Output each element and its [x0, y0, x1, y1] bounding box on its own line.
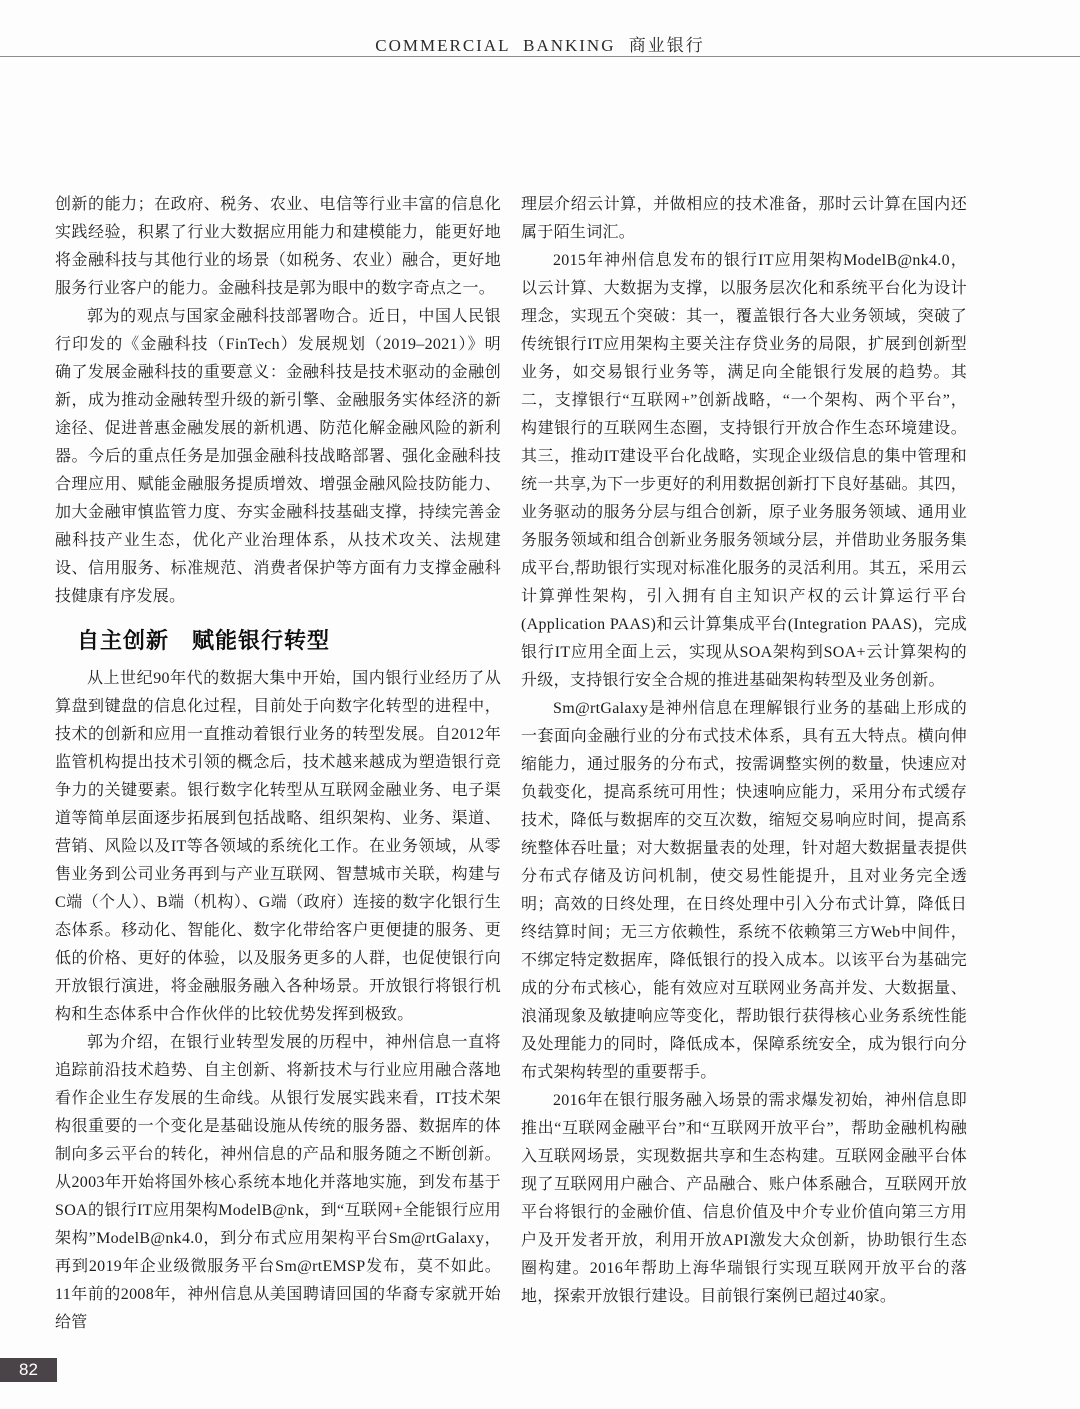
page-number-box: [0, 1358, 57, 1382]
page-header-title: COMMERCIAL BANKING 商业银行: [375, 36, 705, 55]
paragraph: Sm@rtGalaxy是神州信息在理解银行业务的基础上形成的一套面向金融行业的分布式技术体系，具有五大特点。横向伸缩能力，通过服务的分布式，按需调整实例的数量，快速应对负载变化，提高系统可用性；快速响应能力，采用分布式缓存技术，降低与数据库的交互次数，缩短交易响应时间，提高系统整体吞吐量；对大数据量表的处理，针对超大数据量表提供分布式存储及访问机制，使交易性能提升，且对业务完全透明；高效的日终处理，在日终处理中引入分布式计算，降低日终结算时间；无三方依赖性，系统不依赖第三方Web中间件，不绑定特定数据库，降低银行的投入成本。以该平台为基础完成的分布式核心，能有效应对互联网业务高并发、大数据量、浪涌现象及敏捷响应等变化，帮助银行获得核心业务系统性能及处理能力的同时，降低成本，保障系统安全，成为银行向分布式架构转型的重要帮手。: [521, 700, 967, 1081]
paragraph: 2016年在银行服务融入场景的需求爆发初始，神州信息即推出“互联网金融平台”和“互联网开放平台”，帮助金融机构融入互联网场景，实现数据共享和生态构建。互联网金融平台体现了互联网用户融合、产品融合、账户体系融合，互联网开放平台将银行的金融价值、信息价值及中介专业价值向第三方用户及开发者开放，利用开放API激发大众创新，协助银行生态圈构建。2016年帮助上海华瑞银行实现互联网开放平台的落地，探索开放银行建设。目前银行案例已超过40家。: [521, 1092, 967, 1305]
paragraph: 2015年神州信息发布的银行IT应用架构ModelB@nk4.0，以云计算、大数据为支撑，以服务层次化和系统平台化为设计理念，实现五个突破：其一，覆盖银行各大业务领域，突破了传统银行IT应用架构主要关注存贷业务的局限，扩展到创新型业务，如交易银行业务等，满足向全能银行发展的趋势。其二，支撑银行“互联网+”创新战略，“一个架构、两个平台”，构建银行的互联网生态圈，支持银行开放合作生态环境建设。其三，推动IT建设平台化战略，实现企业级信息的集中管理和统一共享,为下一步更好的利用数据创新打下良好基础。其四，业务驱动的服务分层与组合创新，原子业务服务领域、通用业务服务领域和组合创新业务服务领域分层，并借助业务服务集成平台,帮助银行实现对标准化服务的灵活利用。其五，采用云计算弹性架构，引入拥有自主知识产权的云计算运行平台(Application PAAS)和云计算集成平台(Integration PAAS)，完成银行IT应用全面上云，实现从SOA架构到SOA+云计算架构的升级，支持银行安全合规的推进基础架构转型及业务创新。: [521, 252, 967, 689]
article-body: [55, 191, 967, 1337]
header-divider-line: [0, 56, 1080, 57]
page-number: 82: [19, 1360, 38, 1379]
left-column: [55, 191, 501, 1337]
section-heading: 自主创新 赋能银行转型: [77, 628, 331, 653]
paragraph: 创新的能力；在政府、税务、农业、电信等行业丰富的信息化实践经验，积累了行业大数据应用能力和建模能力，能更好地将金融科技与其他行业的场景（如税务、农业）融合，更好地服务行业客户的能力。金融科技是郭为眼中的数字奇点之一。: [55, 196, 501, 297]
paragraph: 理层介绍云计算，并做相应的技术准备，那时云计算在国内还属于陌生词汇。: [521, 196, 967, 241]
right-column: [521, 191, 967, 1337]
paragraph: 郭为介绍，在银行业转型发展的历程中，神州信息一直将追踪前沿技术趋势、自主创新、将新技术与行业应用融合落地看作企业生存发展的生命线。从银行发展实践来看，IT技术架构很重要的一个变化是基础设施从传统的服务器、数据库的体制向多云平台的转化，神州信息的产品和服务随之不断创新。从2003年开始将国外核心系统本地化并落地实施，到发布基于SOA的银行IT应用架构ModelB@nk，到“互联网+全能银行应用架构”ModelB@nk4.0，到分布式应用架构平台Sm@rtGalaxy，再到2019年企业级微服务平台Sm@rtEMSP发布，莫不如此。11年前的2008年，神州信息从美国聘请回国的华裔专家就开始给管: [55, 1034, 501, 1331]
paragraph: 郭为的观点与国家金融科技部署吻合。近日，中国人民银行印发的《金融科技（FinTech）发展规划（2019–2021）》明确了发展金融科技的重要意义：金融科技是技术驱动的金融创新，成为推动金融转型升级的新引擎、金融服务实体经济的新途径、促进普惠金融发展的新机遇、防范化解金融风险的新利器。今后的重点任务是加强金融科技战略部署、强化金融科技合理应用、赋能金融服务提质增效、增强金融风险技防能力、加大金融审慎监管力度、夯实金融科技基础支撑，持续完善金融科技产业生态，优化产业治理体系，从技术攻关、法规建设、信用服务、标准规范、消费者保护等方面有力支撑金融科技健康有序发展。: [55, 308, 501, 605]
paragraph: 从上世纪90年代的数据大集中开始，国内银行业经历了从算盘到键盘的信息化过程，目前处于向数字化转型的进程中，技术的创新和应用一直推动着银行业务的转型发展。自2012年监管机构提出技术引领的概念后，技术越来越成为塑造银行竞争力的关键要素。银行数字化转型从互联网金融业务、电子渠道等简单层面逐步拓展到包括战略、组织架构、业务、渠道、营销、风险以及IT等各领域的系统化工作。在业务领域，从零售业务到公司业务再到与产业互联网、智慧城市关联，构建与C端（个人）、B端（机构）、G端（政府）连接的数字化银行生态体系。移动化、智能化、数字化带给客户更便捷的服务、更低的价格、更好的体验，以及服务更多的人群，也促使银行向开放银行演进，将金融服务融入各种场景。开放银行将银行机构和生态体系中合作伙伴的比较优势发挥到极致。: [55, 670, 501, 1023]
